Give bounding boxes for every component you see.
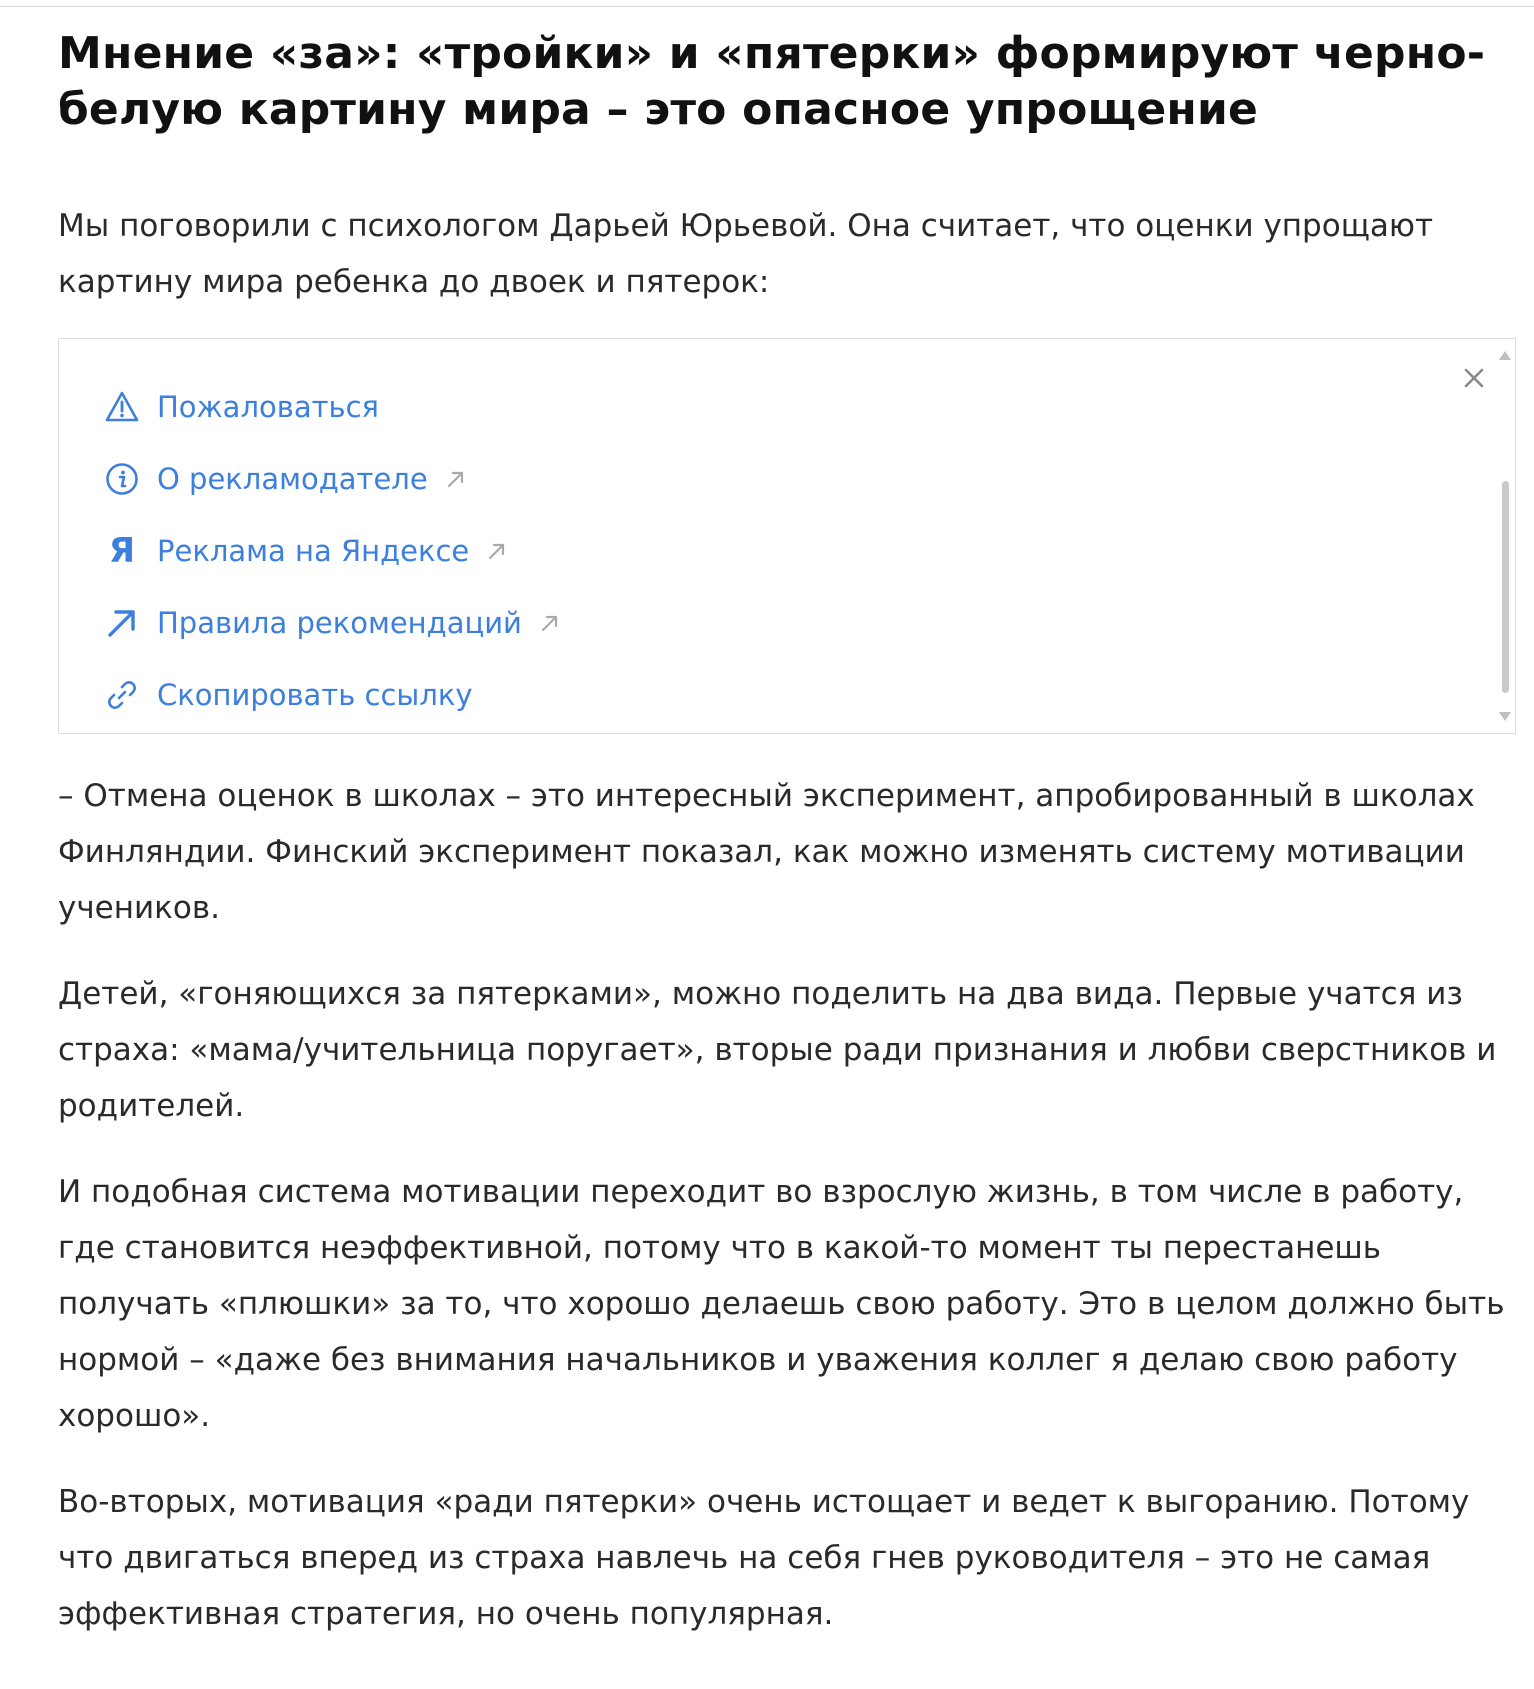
article-paragraph: – Отмена оценок в школах – это интересный эксперимент, апробированный в школах Финляндии. Финский эксперимент показал, как можно изменять систему мотивации учеников. (58, 778, 1475, 926)
external-link-icon (446, 469, 466, 489)
menu-item-label: Скопировать ссылку (157, 678, 473, 712)
ad-options-menu (103, 371, 560, 731)
yandex-logo-icon: Я (108, 531, 136, 571)
intro-paragraph: Мы поговорили с психологом Дарьей Юрьевой. Она считает, что оценки упрощают картину мира ребенка до двоек и пятерок: (58, 208, 1434, 300)
menu-item-yandex-ads[interactable] (103, 515, 560, 587)
close-button[interactable] (1459, 363, 1489, 393)
menu-item-complain[interactable] (103, 371, 560, 443)
menu-item-label: О рекламодателе (157, 462, 428, 496)
article (58, 26, 1508, 1642)
scroll-up-arrow[interactable] (1499, 351, 1511, 360)
ad-options-panel (58, 338, 1516, 734)
link-icon (103, 676, 141, 714)
arrow-up-right-icon (103, 604, 141, 642)
menu-item-label: Реклама на Яндексе (157, 534, 470, 568)
scroll-down-arrow[interactable] (1499, 712, 1511, 721)
article-paragraph: Детей, «гоняющихся за пятерками», можно поделить на два вида. Первые учатся из страха: «мама/учительница поругает», вторые ради признания и любви сверстников и родителей. (58, 976, 1497, 1124)
external-link-icon (540, 613, 560, 633)
menu-item-recommendation-rules[interactable] (103, 587, 560, 659)
top-divider (0, 6, 1534, 7)
menu-item-copy-link[interactable] (103, 659, 560, 731)
close-icon (1463, 367, 1485, 389)
external-link-icon (487, 541, 507, 561)
article-heading: Мнение «за»: «тройки» и «пятерки» формируют черно-белую картину мира – это опасное упрощение (58, 28, 1486, 135)
article-paragraph: Во-вторых, мотивация «ради пятерки» очень истощает и ведет к выгоранию. Потому что двигаться вперед из страха навлечь на себя гнев руководителя – это не самая эффективная стратегия, но очень популярная. (58, 1484, 1470, 1632)
article-paragraph: И подобная система мотивации переходит во взрослую жизнь, в том числе в работу, где становится неэффективной, потому что в какой-то момент ты перестанешь получать «плюшки» за то, что хорошо делаешь свою работу. Это в целом должно быть нормой – «даже без внимания начальников и уважения коллег я делаю свою работу хорошо». (58, 1174, 1505, 1434)
warning-triangle-icon (103, 388, 141, 426)
info-circle-icon (103, 460, 141, 498)
scrollbar[interactable] (1497, 349, 1513, 723)
scrollbar-thumb[interactable] (1502, 481, 1509, 693)
menu-item-label: Правила рекомендаций (157, 606, 522, 640)
menu-item-about-advertiser[interactable] (103, 443, 560, 515)
menu-item-label: Пожаловаться (157, 390, 379, 424)
